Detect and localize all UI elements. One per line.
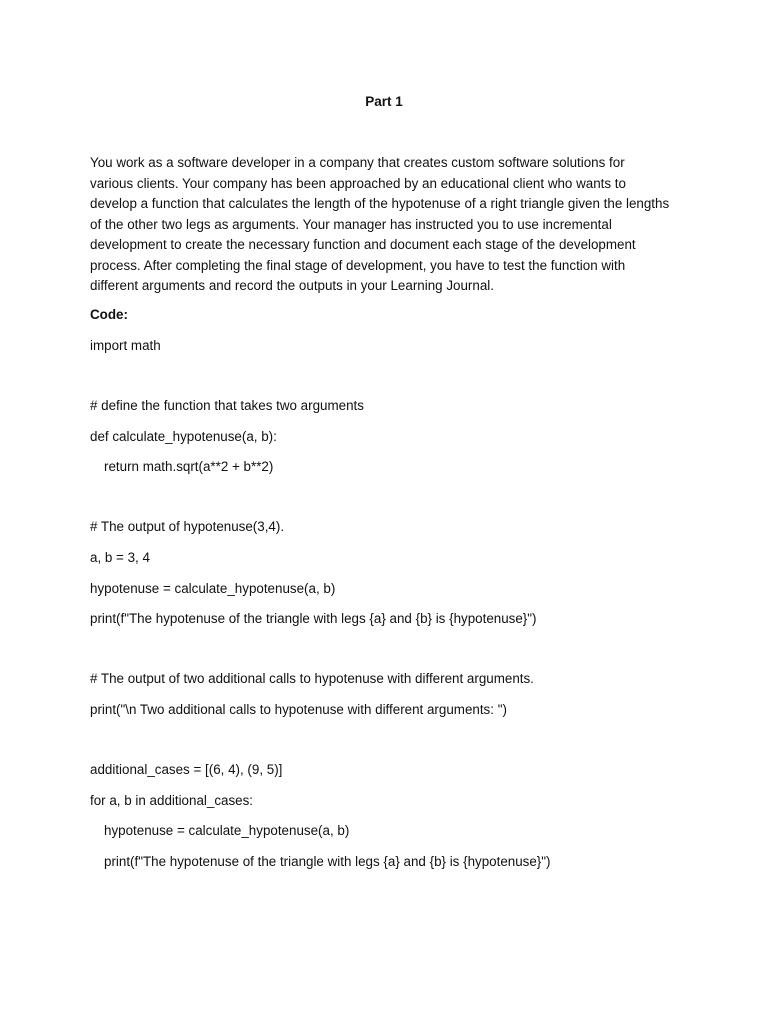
code-line: print(f"The hypotenuse of the triangle with legs {a} and {b} is {hypotenuse}") bbox=[104, 854, 551, 869]
code-comment: # The output of two additional calls to hypotenuse with different arguments. bbox=[90, 671, 534, 686]
code-line: print("\n Two additional calls to hypotenuse with different arguments: ") bbox=[90, 702, 507, 717]
code-line: return math.sqrt(a**2 + b**2) bbox=[104, 459, 274, 474]
intro-paragraph: You work as a software developer in a company that creates custom software solutions for various clients. Your company has been approached by an educational client who wants to develop a function that calculates the length of the hypotenuse of a right triangle given the lengths of the other two legs as arguments. Your manager has instructed you to use incremental development to create the necessary function and document each stage of the development process. After completing the final stage of development, you have to test the function with different arguments and record the outputs in your Learning Journal. bbox=[90, 155, 670, 293]
code-line: hypotenuse = calculate_hypotenuse(a, b) bbox=[90, 581, 336, 596]
code-comment: # define the function that takes two arguments bbox=[90, 398, 364, 413]
page-title: Part 1 bbox=[365, 94, 403, 109]
code-line: for a, b in additional_cases: bbox=[90, 793, 254, 808]
code-line: import math bbox=[90, 338, 161, 353]
code-line: hypotenuse = calculate_hypotenuse(a, b) bbox=[104, 823, 350, 838]
code-line: print(f"The hypotenuse of the triangle with legs {a} and {b} is {hypotenuse}") bbox=[90, 611, 537, 626]
code-line: additional_cases = [(6, 4), (9, 5)] bbox=[90, 762, 283, 777]
code-line: a, b = 3, 4 bbox=[90, 550, 150, 565]
code-heading: Code: bbox=[90, 307, 128, 322]
code-comment: # The output of hypotenuse(3,4). bbox=[90, 519, 285, 534]
code-line: def calculate_hypotenuse(a, b): bbox=[90, 429, 277, 444]
